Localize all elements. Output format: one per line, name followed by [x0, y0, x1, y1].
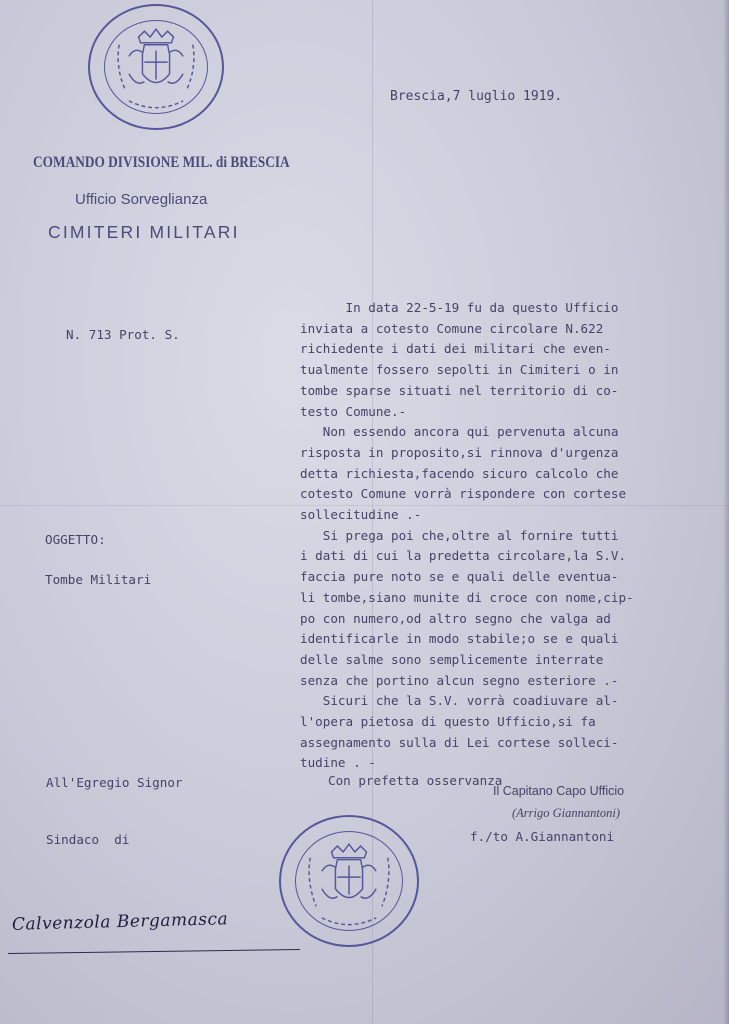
body-line: testo Comune.- — [300, 403, 407, 419]
body-line: l'opera pietosa di questo Ufficio,si fa — [300, 714, 596, 730]
body-line: tudine . - — [300, 755, 376, 771]
letterhead-department: CIMITERI MILITARI — [48, 222, 240, 242]
official-stamp-top — [88, 4, 224, 130]
body-line: identificarle in modo stabile;o se e quali — [300, 631, 619, 647]
body-line: Sicuri che la S.V. vorrà coadiuvare al- — [300, 693, 619, 709]
closing-salutation: Con prefetta osservanza — [328, 773, 503, 788]
body-line: tombe sparse situati nel territorio di co- — [300, 382, 619, 398]
body-line: inviata a cotesto Comune circolare N.622 — [300, 320, 604, 336]
body-line: sollecitudine .- — [300, 507, 422, 523]
handwritten-underline — [8, 949, 300, 954]
letter-body — [300, 298, 634, 774]
body-line: cotesto Comune vorrà rispondere con cortese — [300, 486, 627, 502]
body-line: tualmente fossero sepolti in Cimiteri o in — [300, 362, 619, 378]
body-line: risposta in proposito,si rinnova d'urgenza — [300, 444, 619, 460]
body-line: delle salme sono semplicemente interrate — [300, 651, 604, 667]
body-line: po con numero,od altro segno che valga ad — [300, 610, 611, 626]
body-line: Si prega poi che,oltre al fornire tutti — [300, 527, 619, 543]
body-line: faccia pure noto se e quali delle eventua- — [300, 569, 619, 585]
letter-date: Brescia,7 luglio 1919. — [390, 89, 563, 104]
body-line: detta richiesta,facendo sicuro calcolo che — [300, 465, 619, 481]
stamp-emblem-icon — [90, 6, 222, 128]
protocol-number: N. 713 Prot. S. — [66, 327, 180, 342]
signatory-name: (Arrigo Giannantoni) — [512, 806, 620, 820]
body-line: assegnamento sulla di Lei cortese solleci- — [300, 734, 619, 750]
body-line: In data 22-5-19 fu da questo Ufficio — [300, 300, 619, 315]
body-line: Non essendo ancora qui pervenuta alcuna — [300, 424, 619, 440]
official-stamp-bottom — [279, 815, 419, 947]
paper-edge-shadow — [723, 0, 729, 1024]
subject-label: OGGETTO: — [45, 532, 106, 547]
body-line: i dati di cui la predetta circolare,la S.V. — [300, 548, 627, 564]
handwritten-municipality: Calvenzola Bergamasca — [11, 909, 229, 935]
signed-by: f./to A.Giannantoni — [470, 829, 615, 844]
body-line: li tombe,siano munite di croce con nome,cip- — [300, 589, 634, 605]
letterhead-command: COMANDO DIVISIONE MIL. di BRESCIA — [33, 154, 290, 171]
subject-text: Tombe Militari — [45, 572, 152, 587]
signatory-title: Il Capitano Capo Ufficio — [493, 784, 625, 798]
letterhead-office: Ufficio Sorveglianza — [75, 191, 208, 208]
body-line: senza che portino alcun segno esteriore .- — [300, 672, 619, 688]
body-line: richiedente i dati dei militari che even- — [300, 341, 611, 357]
addressee: All'Egregio Signor — [46, 775, 183, 790]
addressee-mayor: Sindaco di — [46, 832, 130, 847]
stamp-emblem-icon — [281, 817, 417, 945]
